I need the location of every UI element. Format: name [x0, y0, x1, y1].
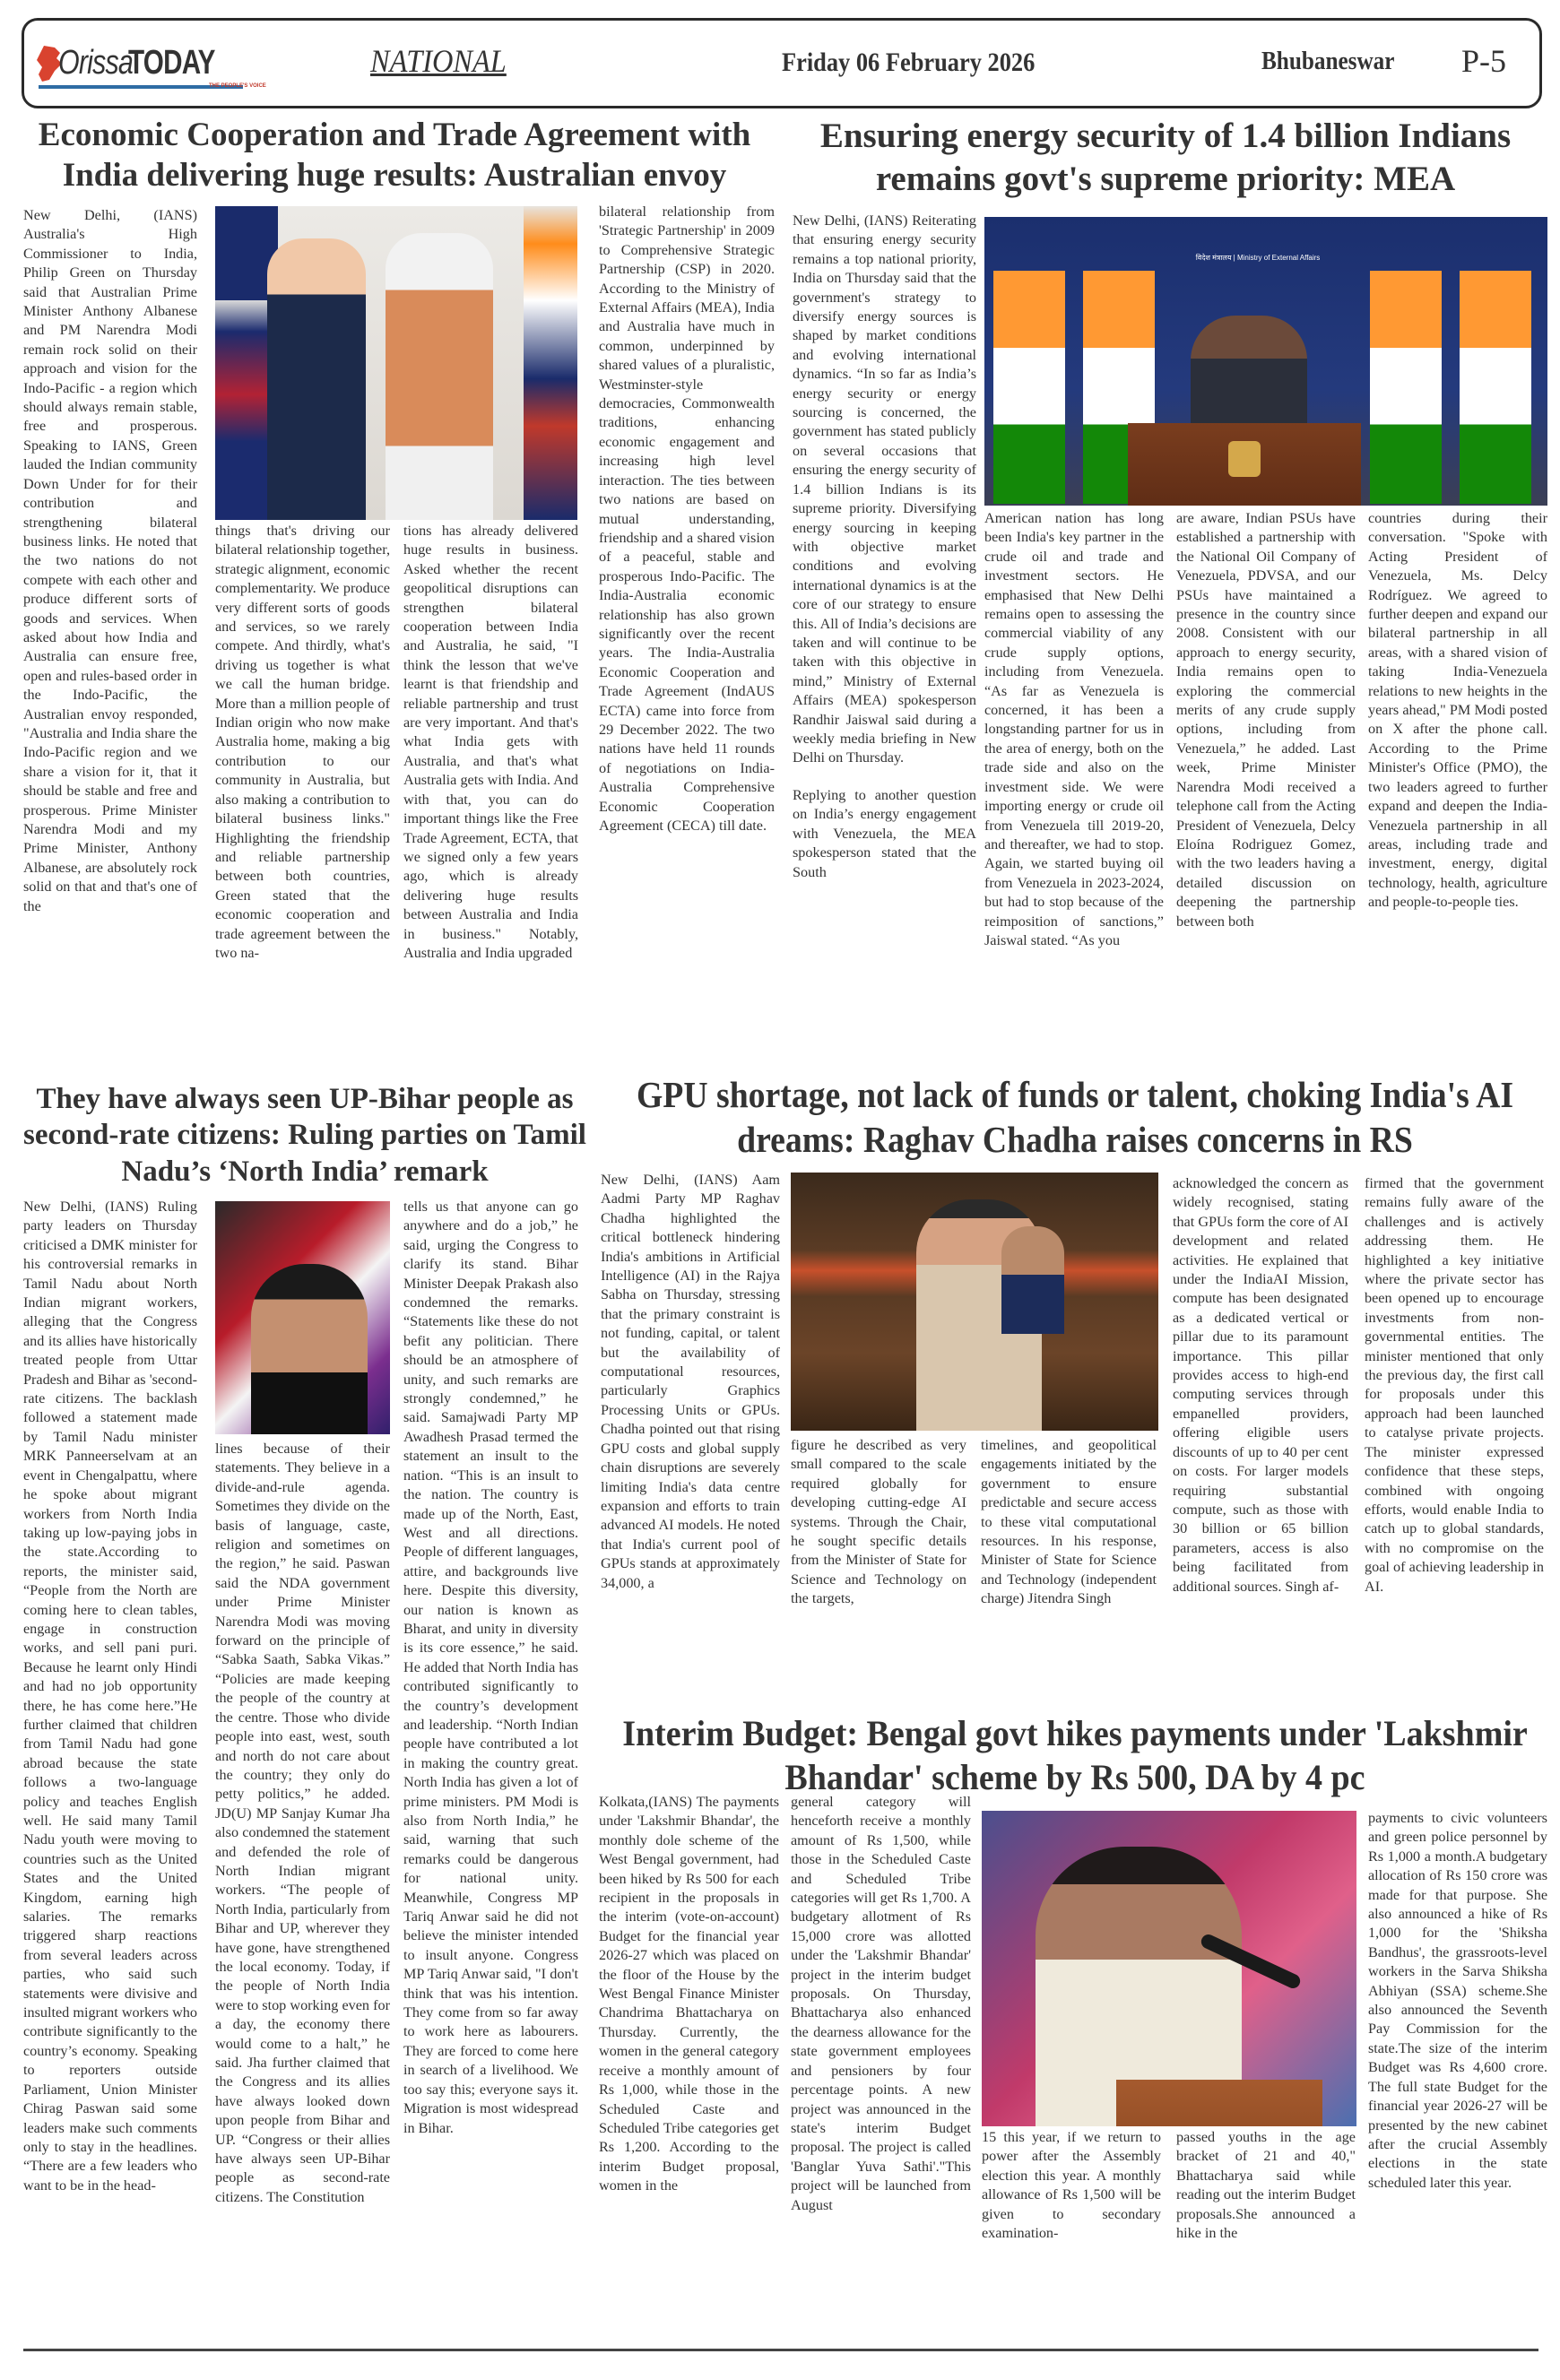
article-gpu-col3: timelines, and geopolitical engagements initiated by the government to ensure predictable and secure access to these vital computational resources. In his response, Minister of State for Science and Technology (independent charge) Jitendra Singh: [981, 1437, 1157, 1607]
headline-up-bihar[interactable]: They have always seen UP-Bihar people as second-rate citizens: Ruling parties on Tamil Nadu’s ‘North India’ remark: [23, 1083, 586, 1188]
footer-rule: [23, 2349, 1538, 2351]
article-energy-col4: countries during their conversation. "Spoke with Acting President of Venezuela, Ms. Delcy Rodríguez. We agreed to further deepen and expand our bilateral partnership in all areas, with a shared vision of taking India-Venezuela relations to new heights in the years ahead," PM Modi posted on X after the phone call. According to the Prime Minister's Office (PMO), the two leaders agreed to further expand and deepen the India-Venezuela partnership in all areas, including trade and investment, energy, digital technology, health, agriculture and people-to-people ties.: [1368, 510, 1547, 911]
article-bengal-col1: Kolkata,(IANS) The payments under 'Lakshmir Bhandar', the monthly dole scheme of the West Bengal government, had been hiked by Rs 500 for each recipient in the proposals in the interim (vote-on-account) Budget for the financial year 2026-27 which was placed on the floor of the House by the West Bengal Finance Minister Chandrima Bhattacharya on Thursday. Currently, the women in the general category receive a monthly amount of Rs 1,000, while those in the Scheduled Caste and Scheduled Tribe categories get Rs 1,200. According to the interim Budget proposal, women in the: [599, 1794, 779, 2194]
orissa-today-logo[interactable]: [35, 44, 268, 94]
india-flag: [1370, 271, 1442, 504]
article-gpu-col5: firmed that the government remains fully aware of the challenges and is actively addressing them. He highlighted a key initiative where the private sector has been opened up to encourage investments from non-governmental entities. The minister mentioned that only the previous day, the first call for proposals under this approach had been launched to catalyse private projects. The minister expressed confidence that these steps, combined with ongoing efforts, would enable India to catch up to global standards, with no compromise on the goal of achieving leadership in AI.: [1365, 1175, 1544, 1595]
headline-energy[interactable]: Ensuring energy security of 1.4 billion Indians remains govt's supreme priority: MEA: [819, 117, 1512, 198]
logo-tagline: THE PEOPLE'S VOICE: [209, 83, 266, 89]
article-energy-col1: New Delhi, (IANS) Reiterating that ensuring energy security remains a top national priority, India on Thursday said that the government's strategy to diversify energy sources is shaped by market conditions and evolving international dynamics. “In so far as India’s energy security or energy sourcing is concerned, the government has stated publicly on several occasions that ensuring the energy security of 1.4 billion Indians is its supreme priority. Diversifying energy sourcing in keeping with objective market conditions and evolving international dynamics is at the core of our strategy to ensure this. All of India’s decisions are taken and will continue to be taken with this objective in mind,” Ministry of External Affairs (MEA) spokesperson Randhir Jaiswal said during a weekly media briefing in New Delhi on Thursday.: [793, 212, 976, 766]
edition-city: Bhubaneswar: [1261, 48, 1395, 75]
section-title: NATIONAL: [370, 43, 507, 79]
article-australia-col4: bilateral relationship from 'Strategic Partnership' in 2009 to Comprehensive Strategic Partnership (CSP) in 2020. According to the Ministry of External Affairs (MEA), India and Australia have much in common, underpinned by shared values of a pluralistic, Westminster-style democracies, Commonwealth traditions, enhancing economic engagement and increasing high level interaction. The ties between two nations are based on mutual understanding, friendship and a shared vision of a peaceful, stable and prosperous Indo-Pacific. The India-Australia economic relationship has also grown significantly over the recent years. The India-Australia Economic Cooperation and Trade Agreement (IndAUS ECTA) came into force from 29 December 2022. The two nations have held 11 rounds of negotiations on India-Australia Comprehensive Economic Cooperation Agreement (CECA) till date.: [599, 203, 775, 834]
article-upbihar-col3: tells us that anyone can go anywhere and do a job,” he said, urging the Congress to clarify its stand. Bihar Minister Deepak Prakash also condemned the remarks. “Statements like these do not befit any politician. There should be an atmosphere of unity, and such remarks are strongly condemned,” he said. Samajwadi Party MP Awadhesh Prasad termed the statement an insult to the nation. “This is an insult to the nation. The country is made up of the North, East, West and all directions. People of different languages, attire, and backgrounds live here. Despite this diversity, our nation is known as Bharat, and unity in diversity is its core essence,” he said. He added that North India has contributed significantly to the country’s development and leadership. “North Indian people have contributed a lot in making the country great. North India has given a lot of prime ministers. PM Modi is also from North India,” he said, warning that such remarks could be dangerous for national unity. Meanwhile, Congress MP Tariq Anwar said he did not believe the minister intended to insult anyone. Congress MP Tariq Anwar said, "I don't think that was his intention. They come from so far away to work here as labourers. They are forced to come here in search of a livelihood. We too say this; everyone says it. Migration is most widespread in Bihar.: [403, 1199, 578, 2136]
article-upbihar-col2: lines because of their statements. They believe in a divide-and-rule agenda. Sometimes they divide on the basis of language, caste, religion and sometimes on the region,” he said. Paswan said the NDA government under Prime Minister Narendra Modi was moving forward on the principle of “Sabka Saath, Sabka Vikas.” “Policies are made keeping the people of the country at the centre. Those who divide people into east, west, south and north do not care about the country; they only do petty politics,” he added. JD(U) MP Sanjay Kumar Jha also condemned the statement and defended the role of North Indian migrant workers. “The people of North India, particularly from Bihar and UP, wherever they have gone, have strengthened the local economy. Today, if the people of North India were to stop working even for a day, the economy there would come to a halt,” he said. Jha further claimed that the Congress and its allies have always looked down upon people from Bihar and UP. “Congress or their allies have always seen UP-Bihar people as second-rate citizens. The Constitution: [215, 1441, 390, 2205]
page-number: P-5: [1461, 43, 1507, 79]
article-bengal-col3: 15 this year, if we return to power after the Assembly election this year. A monthly allowance of Rs 1,500 will be given to secondary examination-: [982, 2129, 1161, 2242]
article-upbihar-col1: New Delhi, (IANS) Ruling party leaders on Thursday criticised a DMK minister for his controversial remarks in Tamil Nadu about North Indian migrant workers, alleging that the Congress and its allies have historically treated people from Uttar Pradesh and Bihar as 'second-rate citizens. The backlash followed a statement made by Tamil Nadu minister MRK Panneerselvam at an event in Chengalpattu, where he spoke about migrant workers from North India taking up low-paying jobs in the state.According to reports, the minister said, “People from the North are coming here to clean tables, engage in construction works, and sell pani puri. Because he learnt only Hindi and had no job opportunity there, he has come here.”He further claimed that children from Tamil Nadu had gone abroad because the state follows a two-language policy and teaches English well. He said many Tamil Nadu youth were moving to countries such as the United States and the United Kingdom, earning high salaries. The remarks triggered sharp reactions from several leaders across parties, who said such statements were divisive and insulted migrant workers who contribute significantly to the country’s economy. Speaking to reporters outside Parliament, Union Minister Chirag Paswan said some leaders make such comments only to stay in the headlines. “There are a few leaders who want to be in the head-: [23, 1199, 197, 2194]
article-australia-col2: things that's driving our bilateral relationship together, strategic alignment, economic complementarity. We produce very different sorts of goods and services, so we rarely compete. And thirdly, what's driving us together is what we call the human bridge. More than a million people of Indian origin who now make Australia home, making a big contribution to our community in Australia, but also making a contribution to bilateral business links." Highlighting the friendship and reliable partnership between both countries, Green stated that the economic cooperation and trade agreement between the two na-: [215, 523, 390, 961]
person-albanese: [267, 238, 366, 520]
photo-mamata-banerjee: [982, 1811, 1356, 2126]
photo-chirag-paswan: [215, 1201, 390, 1434]
photo-albanese-modi: [215, 206, 577, 520]
photo-mea-briefing: [984, 217, 1547, 506]
headline-australia[interactable]: Economic Cooperation and Trade Agreement with India delivering huge results: Australian envoy: [38, 117, 751, 195]
masthead: [22, 18, 1542, 108]
article-bengal-col2: general category will henceforth receive a monthly amount of Rs 1,500, while those in the Scheduled Caste and Scheduled Tribe categories will get Rs 1,700. A budgetary allotment of Rs 15,000 crore was allotted under the 'Lakshmir Bhandar' project in the interim budget proposals. On Thursday, Bhattacharya also enhanced the dearness allowance for the state government employees and pensioners by four percentage points. A new project was announced in the state's interim Budget proposal. The project is called 'Banglar Yuva Sathi'."This project will be launched from August: [791, 1794, 971, 2213]
article-energy-col2: American nation has long been India's key partner in the crude oil and trade and investment sectors. He emphasised that New Delhi remains open to assessing the commercial viability of any crude supply options, including from Venezuela. “As far as Venezuela is concerned, it has been a longstanding partner for us in the area of energy, both on the trade side and also on the investment side. We were importing energy or crude oil from Venezuela till 2019-20, and thereafter, we had to stop. Again, we started buying oil from Venezuela in 2023-2024, but had to stop because of the reimposition of sanctions,” Jaiswal stated. “As you: [984, 510, 1164, 948]
article-energy-col1b: Replying to another question on India’s energy engagement with Venezuela, the MEA spokesperson stated that the South: [793, 787, 976, 880]
article-australia-col1: New Delhi, (IANS) Australia's High Commissioner to India, Philip Green on Thursday said that Australian Prime Minister Anthony Albanese and PM Narendra Modi remain rock solid on their approach and vision for the Indo-Pacific - a region which should always remain stable, free and prosperous. Speaking to IANS, Green lauded the Indian community Down Under for for their contribution and strengthening bilateral business links. He noted that the two nations do not compete with each other and produce different sorts of goods and services. When asked about how India and Australia can ensure free, open and rules-based order in the Indo-Pacific, the Australian envoy responded, "Australia and India share the Indo-Pacific region and we share a vision for it, that it should be stable and free and prosperous. Prime Minister Narendra Modi and my Prime Minister, Anthony Albanese, are absolutely rock solid on that and that's one of the: [23, 207, 197, 914]
india-flag: [1460, 271, 1531, 504]
headline-gpu[interactable]: GPU shortage, not lack of funds or talent, choking India's AI dreams: Raghav Chadha raises concerns in RS: [636, 1074, 1514, 1161]
india-flag: [524, 206, 577, 520]
edition-date: Friday 06 February 2026: [782, 48, 1036, 77]
person-background-mp: [1001, 1226, 1064, 1334]
logo-word-today: TODAY: [128, 44, 215, 82]
article-bengal-col4: passed youths in the age bracket of 21 and 40," Bhattacharya said while reading out the interim Budget proposals.She announced a hike in the: [1176, 2129, 1356, 2242]
article-australia-col3: tions has already delivered huge results in business. Asked whether the recent geopolitical disruptions can strengthen bilateral cooperation between India and Australia, he said, "I think the lesson that we've learnt is that friendship and reliable partnership and trust are very important. And that's what India gets with Australia, and that's what Australia gets with India. And with that, you can do important things like the Free Trade Agreement, ECTA, that we signed only a few years ago, which is already delivering huge results between Australia and India in business." Notably, Australia and India upgraded: [403, 523, 578, 961]
mea-banner: विदेश मंत्रालय | Ministry of External Affairs: [1195, 254, 1321, 262]
headline-bengal[interactable]: Interim Budget: Bengal govt hikes payments under 'Lakshmir Bhandar' scheme by Rs 500, DA by 4 pc: [622, 1713, 1528, 1797]
person-modi: [386, 233, 493, 520]
person-chirag-paswan: [251, 1264, 368, 1434]
article-bengal-col5: payments to civic volunteers and green police personnel by Rs 1,000 a month.A budgetary allocation of Rs 150 crore was made for that purpose. She also announced a hike of Rs 1,000 for the 'Shiksha Bandhus', the grassroots-level workers in the Sarva Shiksha Abhiyan (SSA) scheme.She also announced the Seventh Pay Commission for the state.The size of the interim Budget was Rs 4,600 crore. The full state Budget for the financial year 2026-27 will be presented by the new cabinet after the crucial Assembly elections in the state scheduled later this year.: [1368, 1810, 1547, 2191]
india-flag: [993, 271, 1065, 504]
article-gpu-col2: figure he described as very small compared to the scale required globally for developing cutting-edge AI systems. Through the Chair, he sought specific details from the Minister of State for Science and Technology on the targets,: [791, 1437, 966, 1607]
article-gpu-col4: acknowledged the concern as widely recognised, stating that GPUs form the core of AI development and related activities. He explained that under the IndiaAI Mission, compute has been designated as a dedicated vertical or pillar due to its paramount importance. This pillar provides access to high-end computing services through empanelled providers, offering eligible users discounts of up to 40 per cent on costs. For larger models requiring substantial compute, such as those with 30 billion or 65 billion parameters, access is also being facilitated from additional sources. Singh af-: [1173, 1175, 1348, 1595]
logo-word-orissa: Orissa: [58, 44, 134, 82]
podium: [1116, 2080, 1322, 2126]
article-energy-col3: are aware, Indian PSUs have established a partnership with the National Oil Company of Venezuela, PDVSA, and our PSUs have maintained a presence in the country since 2008. Consistent with our approach to energy security, India remains open to exploring the commercial merits of any crude supply options, including from Venezuela,” he added. Last week, Prime Minister Narendra Modi received a telephone call from the Acting President of Venezuela, Delcy Eloína Rodriguez Gomez, with the two leaders having a detailed discussion on deepening the partnership between both: [1176, 510, 1356, 930]
national-emblem-icon: [1228, 441, 1261, 477]
photo-raghav-chadha: [791, 1173, 1158, 1431]
article-gpu-col1: New Delhi, (IANS) Aam Aadmi Party MP Raghav Chadha highlighted the critical bottleneck hindering India's ambitions in Artificial Intelligence (AI) in the Rajya Sabha on Thursday, stressing that the primary constraint is not funding, capital, or talent but the availability of computational resources, particularly Graphics Processing Units or GPUs. Chadha pointed out that rising GPU costs and global supply chain disruptions are severely limiting India's data centre expansion and efforts to train advanced AI models. He noted that India's current pool of GPUs stands at approximately 34,000, a: [601, 1172, 780, 1591]
